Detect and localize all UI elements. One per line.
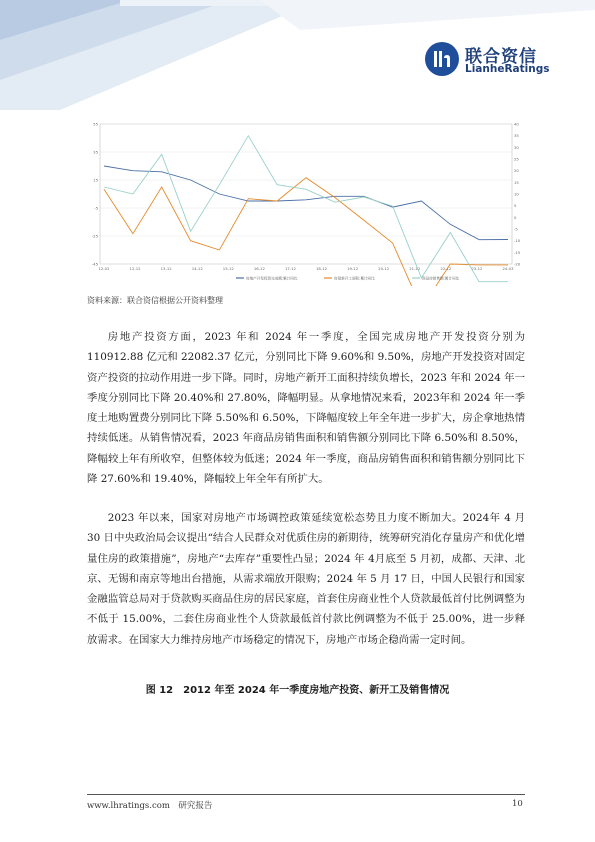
x-axis-tick-label: 21-12 <box>409 266 421 271</box>
right-axis-tick-label: 5 <box>514 203 517 209</box>
logo-mark-icon <box>425 42 459 76</box>
x-axis-tick-label: 13-12 <box>160 266 172 271</box>
x-axis-tick-label: 14-12 <box>191 266 203 271</box>
figure-caption: 图 12 2012 年至 2024 年一季度房地产投资、新开工及销售情况 <box>145 685 450 696</box>
x-axis-tick-label: 18-12 <box>316 266 328 271</box>
footer-label: 研究报告 <box>178 801 213 811</box>
x-axis-tick-label: 12-02 <box>98 266 110 271</box>
x-axis-tick-label: 12-12 <box>129 266 141 271</box>
right-axis-tick-label: -15 <box>514 249 521 255</box>
x-axis-tick-label: 17-12 <box>284 266 296 271</box>
x-axis-tick-label: 24-03 <box>502 266 514 271</box>
left-axis-tick-label: -5 <box>94 205 98 211</box>
right-axis-tick-label: 40 <box>514 121 519 127</box>
x-axis-tick-label: 23-12 <box>471 266 483 271</box>
left-axis-tick-label: -45 <box>91 261 98 267</box>
chart-container <box>86 116 526 286</box>
logo-name-en: LianheRatings <box>465 63 550 75</box>
footer-left <box>87 799 212 811</box>
left-axis-tick-label: 15 <box>93 177 98 183</box>
legend-label: 房地产开发投资完成额:累计同比 <box>246 276 298 281</box>
legend-label: 房屋新开工面积:累计同比 <box>334 276 375 281</box>
line-chart <box>86 116 526 286</box>
right-axis-tick-label: -10 <box>514 238 521 244</box>
source-note: 资料来源：联合资信根据公开资料整理 <box>87 296 223 305</box>
legend-label: 商品房销售额:累计同比 <box>422 276 460 281</box>
right-axis-tick-label: 20 <box>514 168 519 174</box>
left-axis-tick-label: 55 <box>93 121 98 127</box>
right-axis-tick-label: 25 <box>514 156 519 162</box>
right-axis-tick-label: 35 <box>514 133 519 139</box>
right-axis-tick-label: -5 <box>514 226 518 232</box>
series-line <box>104 136 508 282</box>
company-logo <box>425 42 575 78</box>
x-axis-tick-label: 20-12 <box>378 266 390 271</box>
x-axis-tick-label: 15-12 <box>222 266 234 271</box>
x-axis-tick-label: 19-12 <box>347 266 359 271</box>
series-line <box>104 166 508 240</box>
paragraph-policy: 2023 年以来，国家对房地产市场调控政策延续宽松态势且力度不断加大。2024年 4 月 30 日中央政治局会议提出“结合人民群众对优质住房的新期待，统筹研究消化存量房产和优化增量住房的政策措施”，房地产“去库存”重要性凸显；2024 年 4月底至 5 月初，成都、天津、北京、无锡和南京等地出台措施，从需求端放开限购；2024 年 5 月 17 日，中国人民银行和国家金融监管总局对于贷款购买商品住房的居民家庭，首套住房商业性个人贷款最低首付比例调整为不低于 15.00%，二套住房商业性个人贷款最低首付款比例调整为不低于 25.00%，进一步释放需求。在国家大力维持房地产市场稳定的情况下，房地产市场企稳尚需一定时间。 <box>87 512 525 646</box>
right-axis-tick-label: 30 <box>514 144 519 150</box>
right-axis-tick-label: 15 <box>514 179 519 185</box>
x-axis-tick-label: 16-12 <box>253 266 265 271</box>
footer-page-number: 10 <box>512 799 523 809</box>
x-axis-tick-label: 22-12 <box>440 266 452 271</box>
right-axis-tick-label: 10 <box>514 191 519 197</box>
footer-website: www.lhratings.com <box>87 801 170 811</box>
plot-frame <box>100 124 512 264</box>
footer-divider <box>87 794 525 795</box>
logo-name-cn: 联合资信 <box>465 47 537 67</box>
paragraph-investment: 房地产投资方面，2023 年和 2024 年一季度，全国完成房地产开发投资分别为110912.88 亿元和 22082.37 亿元，分别同比下降 9.60%和 9.50%，房地产开发投资对固定资产投资的拉动作用进一步下降。同时，房地产新开工面积持续负增长，2023 年和 2024 年一季度分别同比下降 20.40%和 27.80%，降幅明显。从拿地情况来看，2023年和 2024 年一季度土地购置费分别同比下降 5.50%和 6.50%，下降幅度较上年全年进一步扩大，房企拿地热情持续低迷。从销售情况看，2023 年商品房销售面积和销售额分别同比下降 6.50%和 8.50%，降幅较上年有所收窄，但整体较为低迷；2024 年一季度，商品房销售面积和销售额分别同比下降 27.60%和 19.40%，降幅较上年全年有所扩大。 <box>87 331 525 486</box>
right-axis-tick-label: 0 <box>514 214 517 220</box>
left-axis-tick-label: -25 <box>91 233 98 239</box>
left-axis-tick-label: 35 <box>93 149 98 155</box>
right-axis-tick-label: -20 <box>514 261 521 267</box>
